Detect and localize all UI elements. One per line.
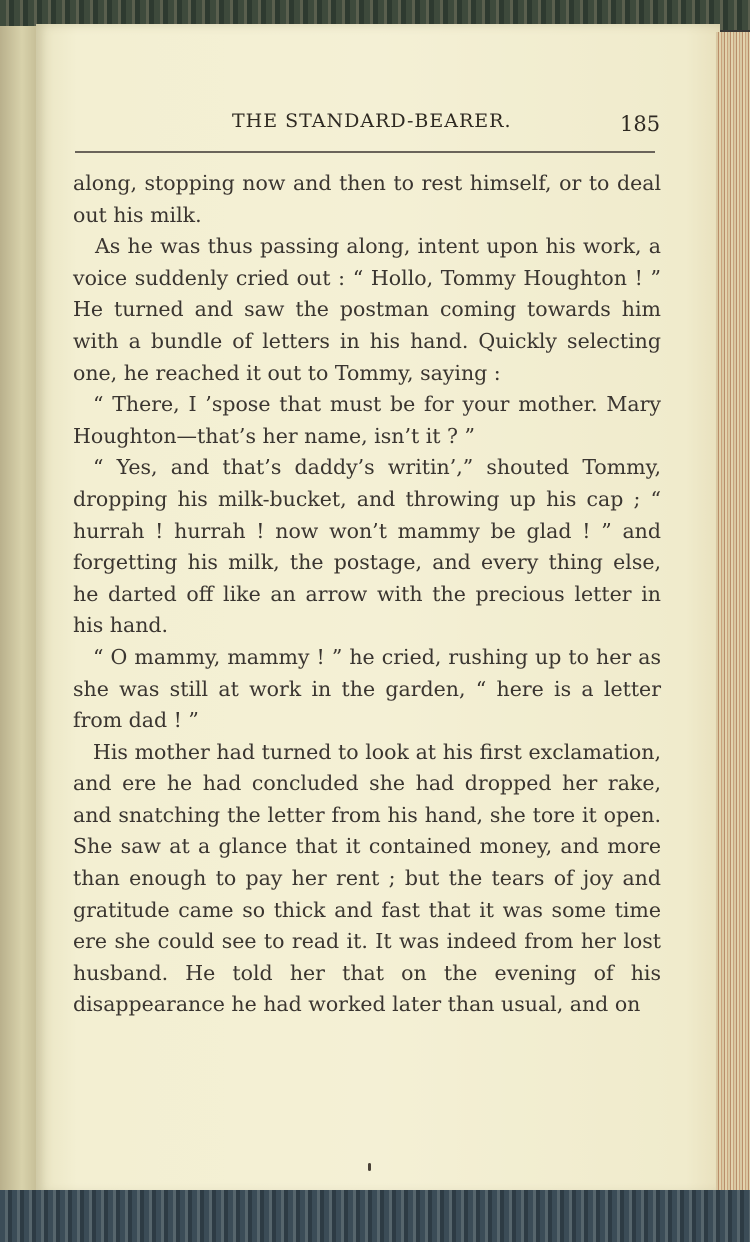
facing-page-edge xyxy=(0,26,40,1196)
ink-mark xyxy=(368,1163,371,1171)
paragraph: His mother had turned to look at his first exclamation, and ere he had concluded she had dropped her rake, and snatching the letter from his hand, she tore it open. She saw at a glance that it contained money, and more than enough to pay her rent ; but the tears of joy and gratitude came so thick and fast that it was some time ere she could see to read it. It was indeed from her lost husband. He told her that on the evening of his disappearance he had worked later than usual, and on xyxy=(73,739,661,1017)
body-text xyxy=(73,168,661,1021)
paragraph: As he was thus passing along, intent upon his work, a voice suddenly cried out : “ Hollo, Tommy Houghton ! ” He turned and saw the postman coming towards him with a bundle of letters in his hand. Quickly selecting one, he reached it out to Tommy, saying : xyxy=(73,234,661,385)
paragraph: “ O mammy, mammy ! ” he cried, rushing up to her as she was still at work in the garden, “ here is a letter from dad ! ” xyxy=(73,644,661,733)
book-cover-bottom xyxy=(0,1190,750,1242)
paragraph: along, stopping now and then to rest himself, or to deal out his milk. xyxy=(73,171,661,227)
page-number: 185 xyxy=(620,112,661,136)
running-title: THE STANDARD-BEARER. xyxy=(232,110,512,132)
paragraph: “ There, I ’spose that must be for your mother. Mary Houghton—that’s her name, isn’t it ? ” xyxy=(73,392,661,448)
header-rule xyxy=(75,151,655,153)
page-header xyxy=(36,108,720,138)
paragraph: “ Yes, and that’s daddy’s writin’,” shouted Tommy, dropping his milk-bucket, and throwing up his cap ; “ hurrah ! hurrah ! now won’t mammy be glad ! ” and forgetting his milk, the postage, and every thing else, he darted off like an arrow with the precious letter in his hand. xyxy=(73,455,661,638)
page-edges xyxy=(716,32,750,1200)
